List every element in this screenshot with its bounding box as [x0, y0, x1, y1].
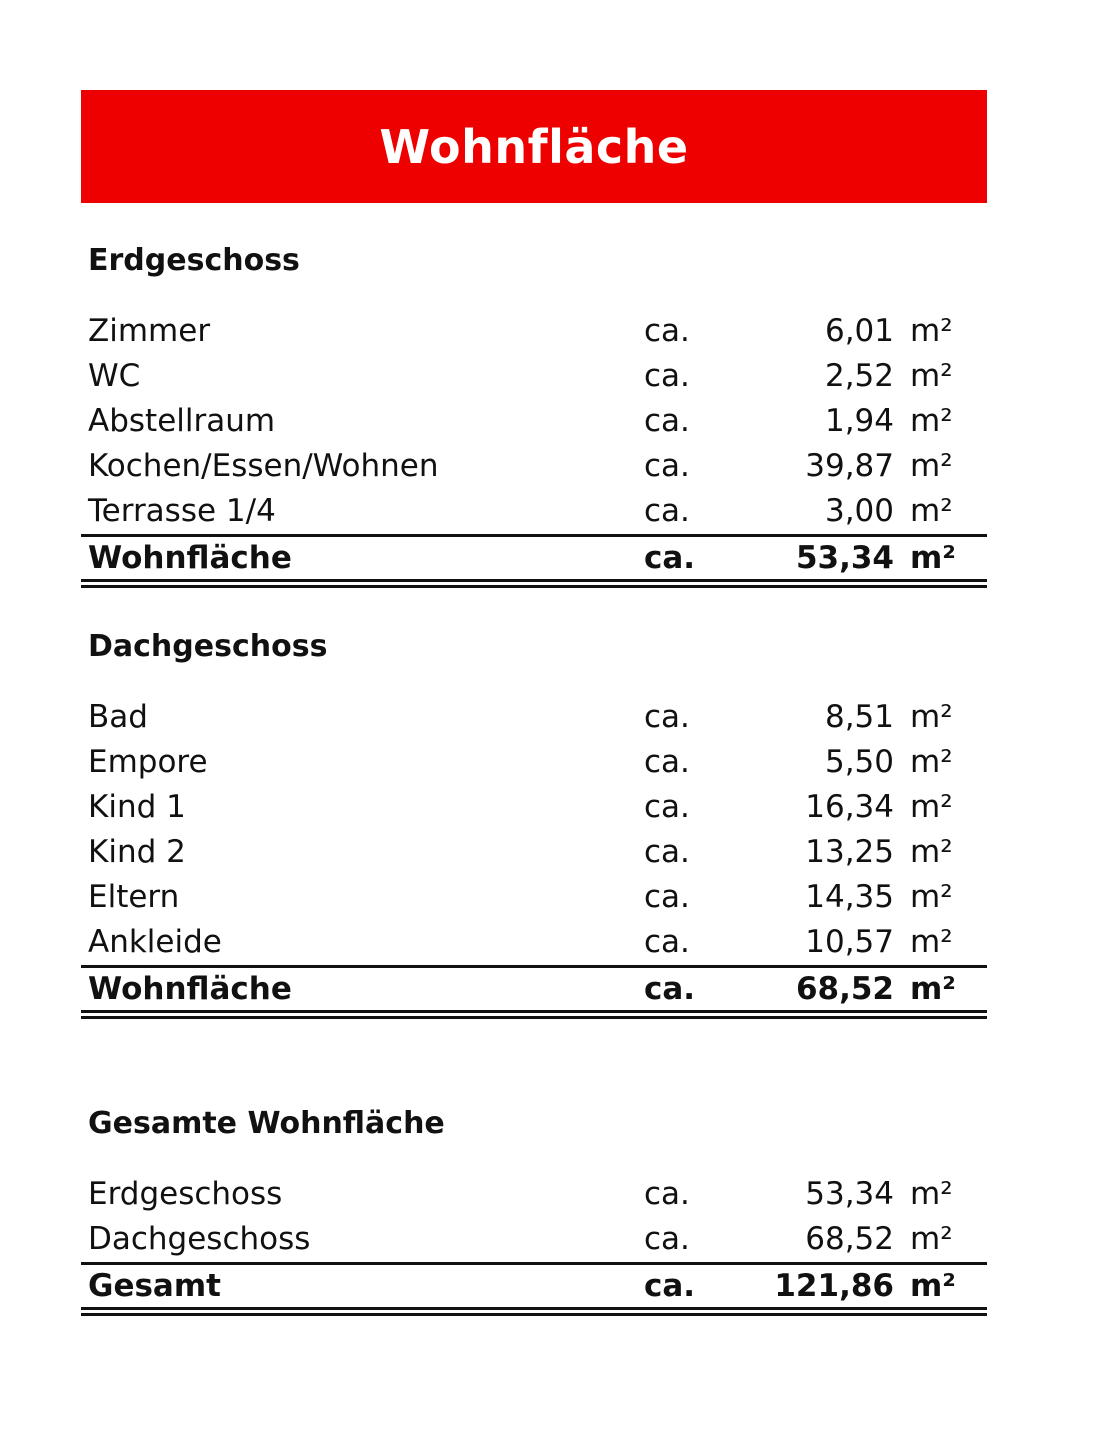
total-value: 68,52	[795, 971, 894, 1007]
area-value: 5,50	[824, 744, 894, 780]
approx-label: ca.	[644, 1176, 690, 1212]
area-value: 6,01	[824, 313, 894, 349]
room-name: Zimmer	[88, 313, 211, 349]
room-name: Ankleide	[88, 924, 222, 960]
total-label: Wohnfläche	[88, 540, 292, 576]
section-heading: Dachgeschoss	[88, 629, 328, 664]
area-unit: m²	[910, 971, 956, 1007]
area-unit: m²	[910, 834, 953, 870]
table-row	[81, 785, 987, 830]
area-value: 8,51	[824, 699, 894, 735]
area-unit: m²	[910, 358, 953, 394]
approx-label: ca.	[644, 358, 690, 394]
table-row	[81, 489, 987, 534]
area-unit: m²	[910, 744, 953, 780]
area-table	[81, 695, 987, 1019]
page-title: Wohnfläche	[379, 119, 689, 174]
room-name: Eltern	[88, 879, 180, 915]
double-rule-divider	[81, 1010, 987, 1019]
section-heading: Erdgeschoss	[88, 243, 300, 278]
total-row	[81, 1262, 987, 1307]
table-row	[81, 354, 987, 399]
approx-label: ca.	[644, 540, 696, 576]
area-value: 1,94	[824, 403, 894, 439]
area-value: 53,34	[805, 1176, 894, 1212]
area-unit: m²	[910, 540, 956, 576]
total-row	[81, 965, 987, 1010]
area-value: 39,87	[805, 448, 894, 484]
table-row	[81, 309, 987, 354]
room-name: Erdgeschoss	[88, 1176, 283, 1212]
approx-label: ca.	[644, 1221, 690, 1257]
table-row	[81, 875, 987, 920]
approx-label: ca.	[644, 448, 690, 484]
section-gesamt	[81, 1104, 987, 1316]
approx-label: ca.	[644, 879, 690, 915]
area-table	[81, 1172, 987, 1316]
area-unit: m²	[910, 1176, 953, 1212]
approx-label: ca.	[644, 493, 690, 529]
area-unit: m²	[910, 1221, 953, 1257]
area-unit: m²	[910, 313, 953, 349]
table-row	[81, 830, 987, 875]
room-name: Dachgeschoss	[88, 1221, 311, 1257]
table-row	[81, 399, 987, 444]
double-rule-divider	[81, 579, 987, 588]
table-row	[81, 695, 987, 740]
total-value: 121,86	[774, 1268, 894, 1304]
room-name: Kochen/Essen/Wohnen	[88, 448, 439, 484]
room-name: Terrasse 1/4	[88, 493, 276, 529]
section-heading: Gesamte Wohnfläche	[88, 1106, 445, 1141]
room-name: Empore	[88, 744, 208, 780]
table-row	[81, 920, 987, 965]
total-label: Gesamt	[88, 1268, 221, 1304]
area-value: 3,00	[824, 493, 894, 529]
table-row	[81, 444, 987, 489]
approx-label: ca.	[644, 924, 690, 960]
total-value: 53,34	[795, 540, 894, 576]
room-name: Bad	[88, 699, 148, 735]
room-name: Abstellraum	[88, 403, 276, 439]
area-value: 13,25	[805, 834, 894, 870]
area-value: 16,34	[805, 789, 894, 825]
approx-label: ca.	[644, 971, 696, 1007]
approx-label: ca.	[644, 744, 690, 780]
table-row	[81, 740, 987, 785]
area-unit: m²	[910, 493, 953, 529]
area-unit: m²	[910, 879, 953, 915]
approx-label: ca.	[644, 403, 690, 439]
approx-label: ca.	[644, 1268, 696, 1304]
area-unit: m²	[910, 448, 953, 484]
room-name: Kind 2	[88, 834, 186, 870]
room-name: Kind 1	[88, 789, 186, 825]
approx-label: ca.	[644, 699, 690, 735]
area-value: 14,35	[805, 879, 894, 915]
approx-label: ca.	[644, 789, 690, 825]
area-unit: m²	[910, 924, 953, 960]
area-value: 68,52	[805, 1221, 894, 1257]
area-unit: m²	[910, 403, 953, 439]
section-erdgeschoss	[81, 241, 987, 588]
total-row	[81, 534, 987, 579]
area-value: 2,52	[824, 358, 894, 394]
title-banner	[81, 90, 987, 203]
approx-label: ca.	[644, 313, 690, 349]
area-unit: m²	[910, 789, 953, 825]
double-rule-divider	[81, 1307, 987, 1316]
area-unit: m²	[910, 699, 953, 735]
table-row	[81, 1172, 987, 1217]
area-value: 10,57	[805, 924, 894, 960]
area-unit: m²	[910, 1268, 956, 1304]
area-table	[81, 309, 987, 588]
table-row	[81, 1217, 987, 1262]
approx-label: ca.	[644, 834, 690, 870]
section-dachgeschoss	[81, 627, 987, 1019]
total-label: Wohnfläche	[88, 971, 292, 1007]
room-name: WC	[88, 358, 141, 394]
